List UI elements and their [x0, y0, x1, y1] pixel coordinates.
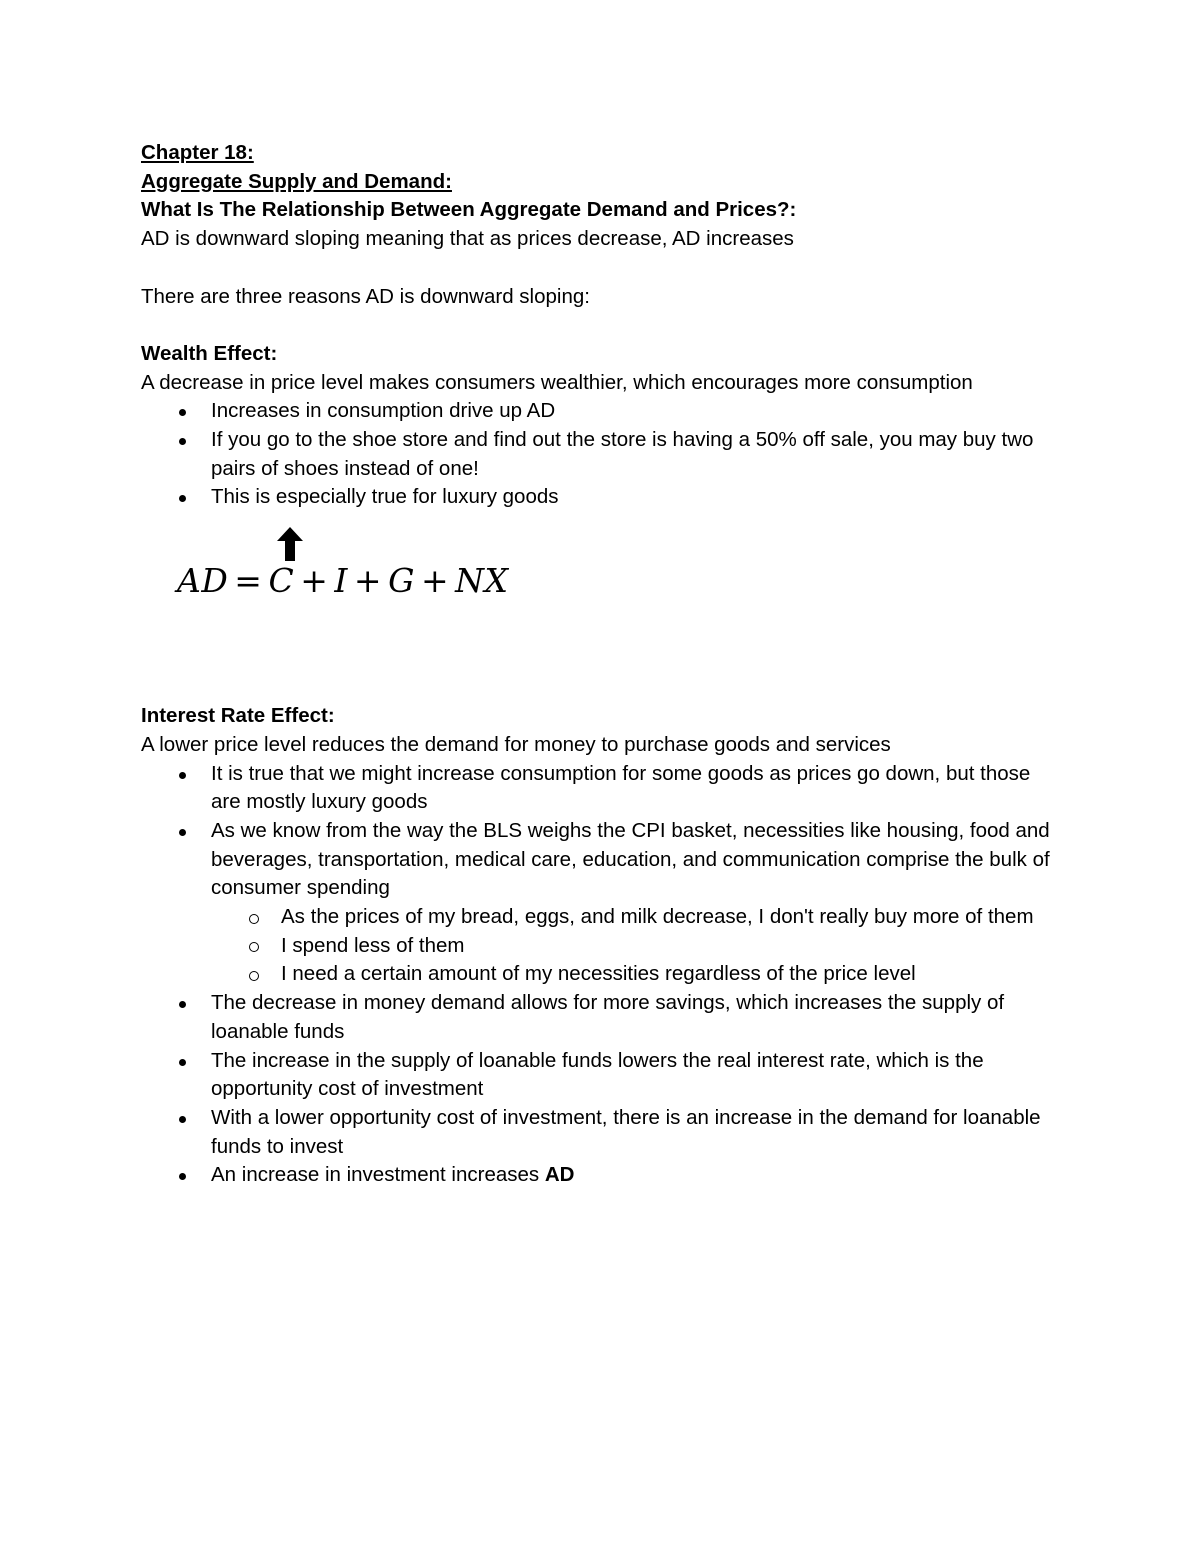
list-item	[141, 817, 1091, 989]
question-heading: What Is The Relationship Between Aggregate Demand and Prices?:	[141, 198, 797, 222]
equation-equals: =	[234, 561, 263, 601]
equation-nx: NX	[455, 561, 509, 601]
sub-bullets	[211, 903, 1091, 989]
list-item	[141, 1161, 1071, 1190]
reasons-intro: There are three reasons AD is downward sloping:	[141, 284, 590, 308]
aggregate-demand-equation	[141, 512, 1071, 702]
equation-i: I	[334, 561, 348, 601]
spacer	[141, 254, 1071, 283]
wealth-effect-heading: Wealth Effect:	[141, 341, 278, 365]
list-item: Increases in consumption drive up AD	[141, 397, 1071, 426]
spacer	[141, 311, 1071, 340]
wealth-effect-bullets	[141, 397, 1071, 512]
equation-g: G	[388, 561, 415, 601]
interest-rate-effect-intro: A lower price level reduces the demand for money to purchase goods and services	[141, 732, 891, 756]
interest-rate-effect-heading: Interest Rate Effect:	[141, 704, 335, 728]
answer-text: AD is downward sloping meaning that as prices decrease, AD increases	[141, 227, 794, 251]
list-item: With a lower opportunity cost of investment, there is an increase in the demand for loanable funds to invest	[141, 1104, 1051, 1161]
chapter-heading: Chapter 18:	[141, 141, 254, 164]
list-item: If you go to the shoe store and find out the store is having a 50% off sale, you may buy two pairs of shoes instead of one!	[141, 426, 1071, 483]
bold-ad: AD	[544, 1163, 575, 1187]
up-arrow-icon	[277, 527, 303, 561]
list-item: The decrease in money demand allows for more savings, which increases the supply of loanable funds	[141, 989, 1071, 1046]
interest-rate-effect-bullets	[141, 760, 1071, 1191]
list-item-text: An increase in investment increases	[211, 1163, 545, 1187]
equation-plus: +	[420, 561, 450, 601]
list-item-text: As we know from the way the BLS weighs the CPI basket, necessities like housing, food and beverages, transportation, medical care, education, and communication comprise the bulk of consumer spending	[211, 818, 1050, 900]
sub-list-item: I need a certain amount of my necessities regardless of the price level	[211, 960, 1091, 989]
equation-plus: +	[353, 561, 383, 601]
list-item: It is true that we might increase consumption for some goods as prices go down, but those are mostly luxury goods	[141, 760, 1051, 817]
equation-text	[177, 561, 509, 601]
list-item: This is especially true for luxury goods	[141, 483, 1071, 512]
equation-ad: AD	[177, 561, 229, 601]
sub-list-item: I spend less of them	[211, 932, 1091, 961]
document-body	[141, 139, 1071, 1190]
section-title: Aggregate Supply and Demand:	[141, 169, 452, 193]
equation-c: C	[268, 561, 295, 601]
wealth-effect-intro: A decrease in price level makes consumers wealthier, which encourages more consumption	[141, 370, 973, 394]
equation-plus: +	[300, 561, 329, 601]
list-item: The increase in the supply of loanable funds lowers the real interest rate, which is the opportunity cost of investment	[141, 1047, 1051, 1104]
sub-list-item: As the prices of my bread, eggs, and milk decrease, I don't really buy more of them	[211, 903, 1041, 932]
